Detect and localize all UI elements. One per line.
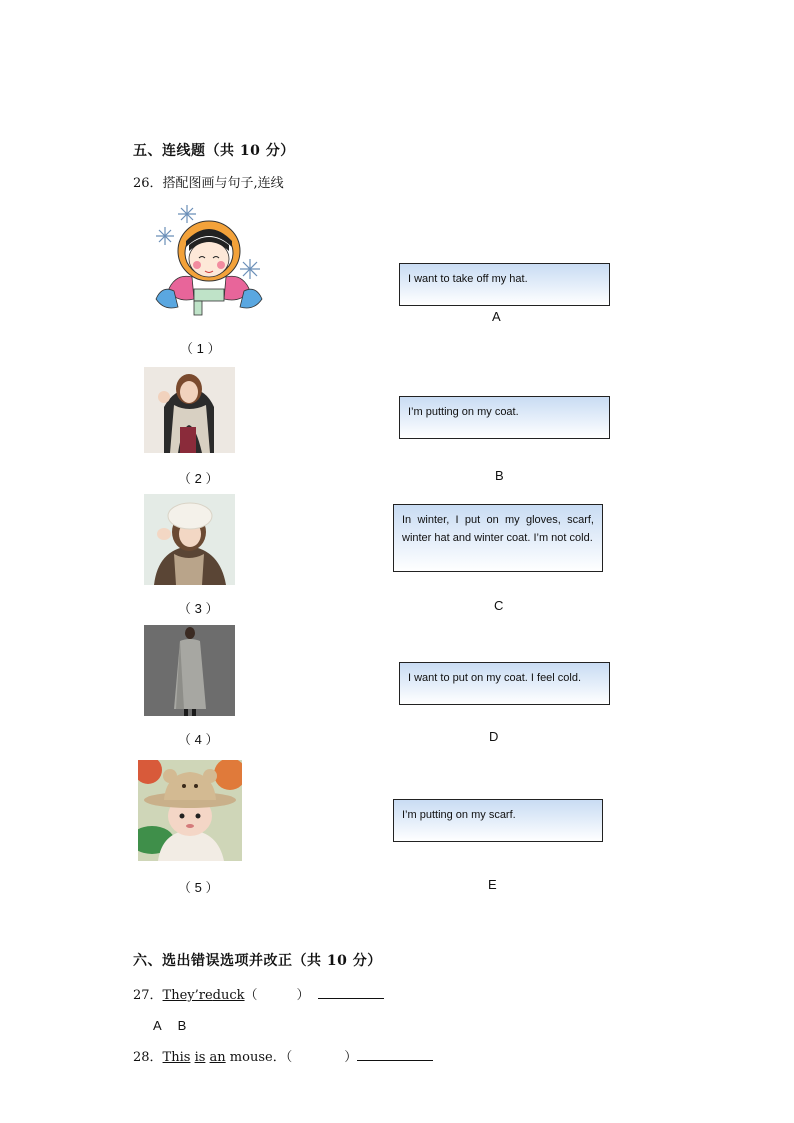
picture-number-1: （ 1 ） — [180, 341, 221, 356]
question-27-number: 27． — [133, 988, 163, 1003]
sentence-box-a[interactable] — [399, 263, 610, 306]
question-28-rest: mouse．（ ） — [225, 1050, 358, 1065]
sentence-e-text: I’m putting on my scarf. — [402, 809, 516, 821]
picture-number-5: （ 5 ） — [178, 880, 219, 895]
sentence-letter-c: C — [494, 598, 504, 613]
sentence-b-text: I’m putting on my coat. — [408, 406, 519, 418]
question-27-correction-blank[interactable] — [318, 986, 384, 999]
sentence-a-text: I want to take off my hat. — [408, 273, 528, 285]
question-27-answer-paren[interactable]: （ ） — [244, 988, 310, 1003]
question-26: 26．搭配图画与句子,连线 — [133, 176, 284, 191]
sentence-letter-d: D — [489, 729, 499, 744]
section-6-title: 六、选出错误选项并改正（共 10 分） — [133, 953, 382, 969]
picture-number-2: （ 2 ） — [178, 471, 219, 486]
sentence-box-c[interactable] — [393, 504, 603, 572]
picture-number-4: （ 4 ） — [178, 732, 219, 747]
woman-with-scarf-photo[interactable] — [144, 367, 235, 453]
sentence-d-text: I want to put on my coat. I feel cold. — [408, 672, 582, 684]
question-27 — [133, 984, 384, 1003]
question-28-option-c: an — [209, 1050, 226, 1065]
question-27-option-b: duck — [212, 988, 245, 1003]
question-28-number: 28． — [133, 1050, 163, 1065]
sentence-letter-a: A — [492, 309, 501, 324]
question-28-option-a: This — [162, 1050, 191, 1065]
sentence-c-text: In winter, I put on my gloves, scarf, winter hat and winter coat. I’m not cold. — [402, 514, 594, 544]
section-5-title: 五、连线题（共 10 分） — [133, 143, 295, 159]
sentence-letter-b: B — [495, 468, 504, 483]
question-27-option-labels: A B — [153, 1018, 187, 1033]
sentence-box-b[interactable] — [399, 396, 610, 439]
question-27-option-a: They’re — [162, 988, 213, 1003]
question-28 — [133, 1046, 433, 1065]
picture-number-3: （ 3 ） — [178, 601, 219, 616]
woman-in-long-coat-photo[interactable] — [144, 625, 235, 716]
question-28-option-b: is — [194, 1050, 206, 1065]
girl-in-winter-clothes-cartoon[interactable] — [150, 203, 268, 318]
question-28-correction-blank[interactable] — [357, 1048, 433, 1061]
sentence-box-e[interactable] — [393, 799, 603, 842]
woman-with-winter-hat-photo[interactable] — [144, 494, 235, 585]
baby-in-bear-hat-photo[interactable] — [138, 760, 242, 861]
sentence-letter-e: E — [488, 877, 497, 892]
sentence-box-d[interactable] — [399, 662, 610, 705]
